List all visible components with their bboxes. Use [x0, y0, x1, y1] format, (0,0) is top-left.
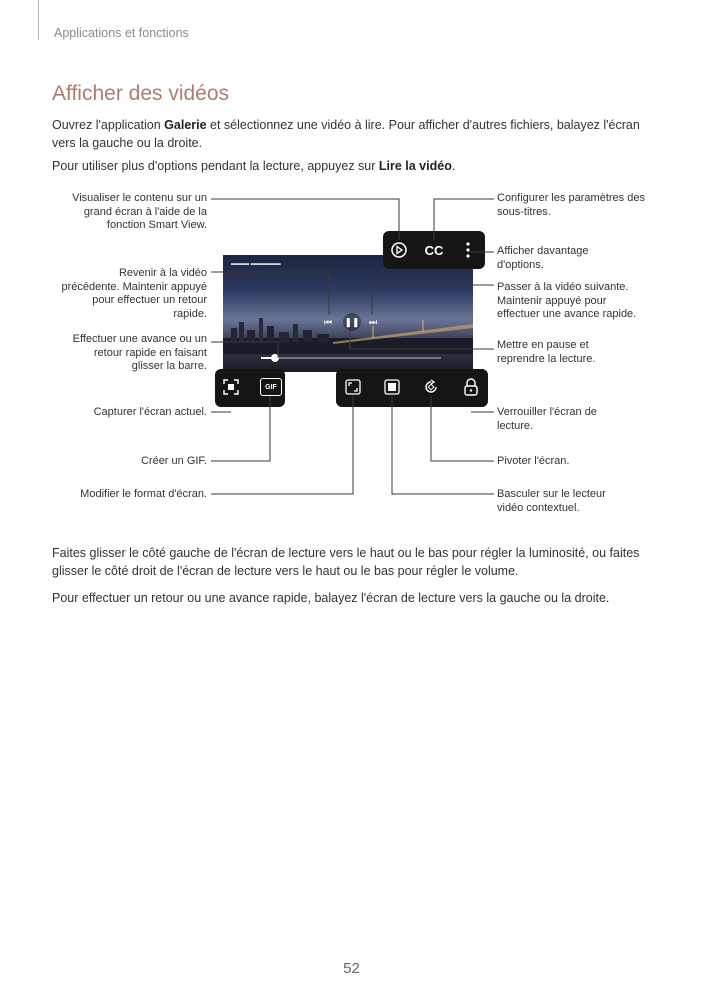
callout-scrub: Effectuer une avance ou un retour rapide en faisant glisser la barre. [72, 333, 207, 372]
intro-paragraph-1: Ouvrez l'application Galerie et sélectionnez une vidéo à lire. Pour afficher d'autres fichiers, balayez l'écran vers la gauche ou la droite. [52, 118, 640, 150]
outro-paragraph-1: Faites glisser le côté gauche de l'écran de lecture vers le haut ou le bas pour régler la luminosité, ou faites glisser le côté droit de l'écran de lecture vers le haut ou le bas pour régler le volume. [52, 546, 640, 578]
callout-lock: Verrouiller l'écran de lecture. [497, 406, 597, 432]
page-title: Afficher des vidéos [52, 82, 230, 105]
callout-gif: Créer un GIF. [140, 455, 207, 467]
margin-rule [38, 0, 39, 40]
intro-paragraph-2: Pour utiliser plus d'options pendant la lecture, appuyez sur Lire la vidéo. [52, 159, 456, 173]
outro-paragraph-2: Pour effectuer un retour ou une avance rapide, balayez l'écran de lecture vers la gauche ou la droite. [52, 591, 610, 605]
previous-icon[interactable]: ⏮ [323, 316, 333, 327]
scrubber-handle[interactable] [271, 354, 279, 362]
page-number: 52 [343, 960, 360, 977]
cc-icon[interactable]: CC [424, 242, 444, 258]
callout-subtitles: Configurer les paramètres des sous-titres. [497, 192, 645, 218]
ratio-icon[interactable] [343, 377, 363, 397]
callout-more: Afficher davantage d'options. [497, 245, 589, 271]
lock-icon[interactable] [461, 376, 481, 398]
callout-pop-up: Basculer sur le lecteur vidéo contextuel. [497, 488, 606, 514]
smart-view-icon[interactable] [388, 239, 410, 261]
next-icon[interactable]: ⏭ [368, 316, 378, 327]
play-video-action: Lire la vidéo [378, 159, 452, 173]
callout-pause: Mettre en pause et reprendre la lecture. [497, 339, 596, 365]
callout-rotate: Pivoter l'écran. [497, 455, 570, 467]
section-header: Applications et fonctions [54, 26, 189, 40]
callout-next: Passer à la vidéo suivante. Maintenir appuyé pour effectuer une avance rapide. [497, 281, 637, 320]
callout-ratio: Modifier le format d'écran. [80, 488, 207, 500]
callout-smart-view: Visualiser le contenu sur un grand écran à l'aide de la fonction Smart View. [72, 192, 207, 231]
more-options-icon[interactable] [461, 240, 475, 260]
pause-icon[interactable]: ❚❚ [343, 313, 361, 331]
capture-icon[interactable] [221, 377, 241, 397]
video-title-placeholder: ▬▬▬ ▬▬▬▬▬ [231, 261, 281, 267]
callout-capture: Capturer l'écran actuel. [93, 406, 207, 418]
rotate-icon[interactable] [421, 377, 441, 397]
scrubber-track[interactable] [261, 357, 441, 359]
pop-up-icon[interactable] [382, 377, 402, 397]
gif-icon[interactable]: GIF [260, 378, 282, 396]
galerie-app-name: Galerie [164, 118, 207, 132]
callout-previous: Revenir à la vidéo précédente. Maintenir appuyé pour effectuer un retour rapide. [61, 267, 207, 320]
